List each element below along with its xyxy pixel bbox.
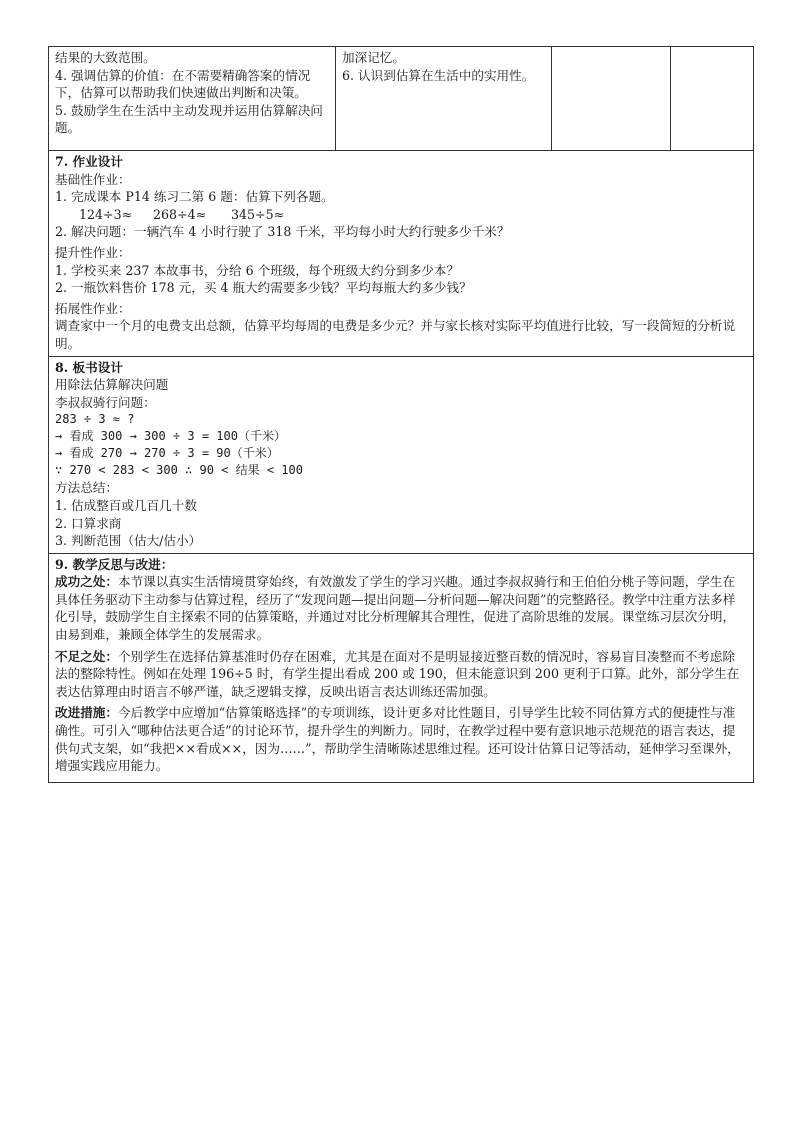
- board-title: 8. 板书设计: [55, 359, 123, 375]
- intent-line: 6. 认识到估算在生活中的实用性。: [342, 67, 535, 83]
- homework-row: [49, 151, 754, 357]
- continuation-row: [49, 47, 754, 151]
- improve-item-1: 1. 学校买来 237 本故事书，分给 6 个班级，每个班级大约分到多少本？: [55, 262, 460, 278]
- board-line: → 看成 270 → 270 ÷ 3 = 90（千米）: [55, 446, 279, 461]
- basic-item-1: 1. 完成课本 P14 练习二第 6 题：估算下列各题。: [55, 189, 334, 205]
- extend-text: 调查家中一个月的电费支出总额，估算平均每周的电费是多少元？并与家长核对实际平均值进行比较，写一段简短的分析说明。: [55, 318, 736, 351]
- board-line: 3. 判断范围（估大/估小）: [55, 533, 202, 549]
- board-row: [49, 356, 754, 553]
- board-line: 2. 口算求商: [55, 515, 122, 531]
- basic-item-2: 2. 解决问题：一辆汽车 4 小时行驶了 318 千米，平均每小时大约行驶多少千米？: [55, 224, 510, 240]
- board-line: 李叔叔骑行问题：: [55, 394, 156, 410]
- board-line: → 看成 300 → 300 ÷ 3 = 100（千米）: [55, 429, 286, 444]
- homework-title: 7. 作业设计: [55, 154, 123, 169]
- weak-label: 不足之处：: [55, 648, 118, 664]
- success-paragraph: [55, 573, 747, 643]
- empty-cell: [671, 47, 754, 151]
- basic-calc-row: [55, 206, 747, 224]
- goal-line: 5. 鼓励学生在生活中主动发现并运用估算解决问题。: [55, 102, 323, 136]
- basic-head: 基础性作业：: [55, 171, 131, 187]
- success-label: 成功之处：: [55, 574, 118, 590]
- goals-cell: [49, 47, 336, 151]
- improve-label: 改进措施：: [55, 705, 118, 721]
- improve-paragraph: [55, 704, 747, 774]
- board-line: 方法总结：: [55, 480, 118, 496]
- lesson-plan-page: [48, 46, 753, 783]
- goal-line: 4. 强调估算的价值：在不需要精确答案的情况下，估算可以帮助我们快速做出判断和决策。: [55, 67, 311, 101]
- intent-cell: [336, 47, 552, 151]
- reflection-row: [49, 553, 754, 782]
- improve-text: 今后教学中应增加“估算策略选择”的专项训练，设计更多对比性题目，引导学生比较不同估算方式的便捷性与准确性。可引入“哪种估法更合适”的讨论环节，提升学生的判断力。同时，在教学过程中要有意识地示范规范的语言表达，提供句式支架，如“我把××看成××，因为……”，帮助学生清晰陈述思维过程。还可设计估算日记等活动，延伸学习至课外，增强实践应用能力。: [55, 705, 740, 774]
- reflection-title: 9. 教学反思与改进：: [55, 556, 174, 572]
- calc-item: 268÷4≈: [153, 206, 207, 222]
- improve-item-2: 2. 一瓶饮料售价 178 元，买 4 瓶大约需要多少钱？平均每瓶大约多少钱？: [55, 280, 472, 296]
- weak-text: 个别学生在选择估算基准时仍存在困难，尤其是在面对不是明显接近整百数的情况时，容易盲目凑整而不考虑除法的整除特性。例如在处理 196÷5 时，有学生提出看成 200 或 190，但未能意识到 200 更利于口算。此外，部分学生在表达估算理由时语言不够严谨，缺乏逻辑支撑，反映出语言表达训练还需加强。: [55, 648, 740, 699]
- board-line: 用除法估算解决问题: [55, 377, 169, 393]
- calc-item: 345÷5≈: [231, 206, 285, 222]
- goal-line: 结果的大致范围。: [55, 50, 156, 65]
- weak-paragraph: [55, 648, 747, 701]
- extend-head: 拓展性作业：: [55, 300, 131, 316]
- board-line: 1. 估成整百或几百几十数: [55, 497, 197, 513]
- board-cell: [49, 356, 754, 553]
- board-line: 283 ÷ 3 ≈ ?: [55, 412, 135, 427]
- reflection-cell: [49, 553, 754, 782]
- empty-cell: [552, 47, 671, 151]
- calc-item: 124÷3≈: [79, 206, 133, 222]
- success-text: 本节课以真实生活情境贯穿始终，有效激发了学生的学习兴趣。通过李叔叔骑行和王伯伯分桃子等问题，学生在具体任务驱动下主动参与估算过程，经历了“发现问题—提出问题—分析问题—解决问题”的完整路径。教学中注重方法多样化引导，鼓励学生自主探索不同的估算策略，并通过对比分析理解其合理性，促进了高阶思维的发展。课堂练习层次分明，由易到难，兼顾全体学生的发展需求。: [55, 574, 736, 643]
- homework-cell: [49, 151, 754, 357]
- intent-line: 加深记忆。: [342, 50, 405, 65]
- board-line: ∵ 270 < 283 < 300 ∴ 90 < 结果 < 100: [55, 463, 303, 478]
- improve-head: 提升性作业：: [55, 244, 131, 260]
- lesson-plan-table: [48, 46, 754, 783]
